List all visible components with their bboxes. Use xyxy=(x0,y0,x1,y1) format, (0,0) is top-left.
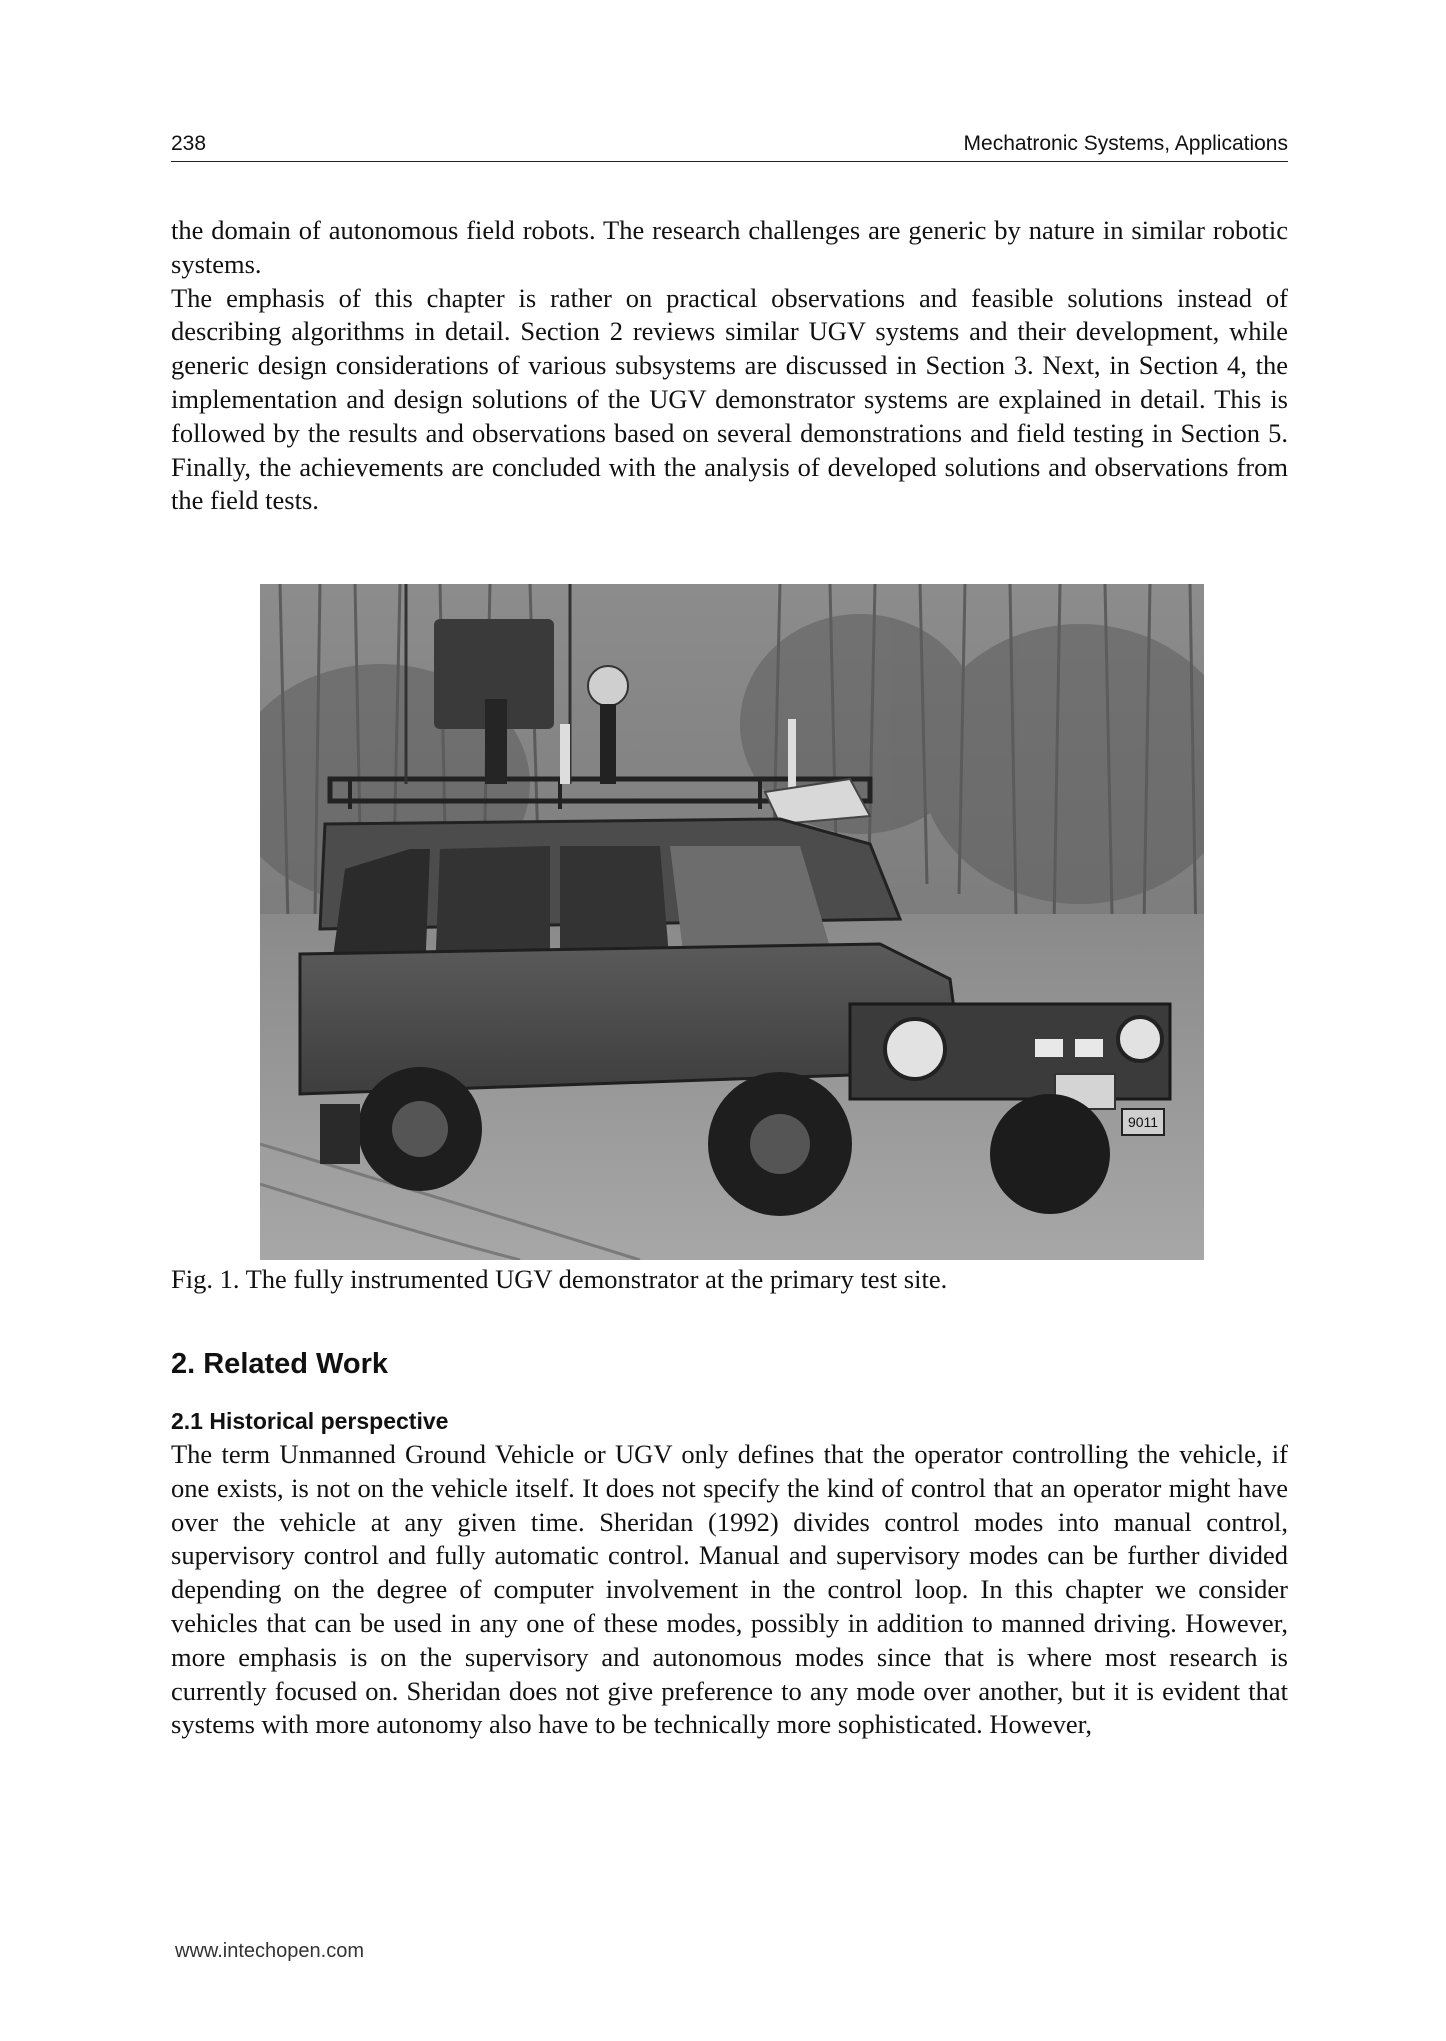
section-heading: 2. Related Work xyxy=(171,1348,389,1380)
historical-text xyxy=(171,1438,1288,1742)
intro-paragraph-2: The emphasis of this chapter is rather on practical observations and feasible solutions instead of describing algorithms in detail. Section 2 reviews similar UGV systems and their development, while generic design considerations of various subsystems are discussed in Section 3. Next, in Section 4, the implementation and design solutions of the UGV demonstrator systems are explained in detail. This is followed by the results and observations based on several demonstrations and field testing in Section 5. Finally, the achievements are concluded with the analysis of developed solutions and observations from the field tests. xyxy=(171,282,1288,516)
footer-url[interactable]: www.intechopen.com xyxy=(175,1940,364,1962)
intro-paragraph-1: the domain of autonomous field robots. The research challenges are generic by nature in similar robotic systems. xyxy=(171,215,1288,279)
page-number: 238 xyxy=(171,132,207,155)
subsection-heading: 2.1 Historical perspective xyxy=(171,1408,449,1434)
historical-paragraph: The term Unmanned Ground Vehicle or UGV only defines that the operator controlling the vehicle, if one exists, is not on the vehicle itself. It does not specify the kind of control that an operator might have over the vehicle at any given time. Sheridan (1992) divides control modes into manual control, supervisory control and fully automatic control. Manual and supervisory modes can be further divided depending on the degree of computer involvement in the control loop. In this chapter we consider vehicles that can be used in any one of these modes, possibly in addition to manned driving. However, more emphasis is on the supervisory and autonomous modes since that is where most research is currently focused on. Sheridan does not give preference to any mode over another, but it is evident that systems with more autonomy also have to be technically more sophisticated. However, xyxy=(171,1439,1288,1740)
figure-caption: Fig. 1. The fully instrumented UGV demonstrator at the primary test site. xyxy=(171,1264,948,1294)
ugv-vehicle-photo xyxy=(260,584,1204,1260)
intro-text xyxy=(171,214,1288,518)
license-plate: 9011 xyxy=(1127,1114,1159,1130)
running-head xyxy=(171,128,1288,162)
book-title: Mechatronic Systems, Applications xyxy=(963,132,1288,155)
